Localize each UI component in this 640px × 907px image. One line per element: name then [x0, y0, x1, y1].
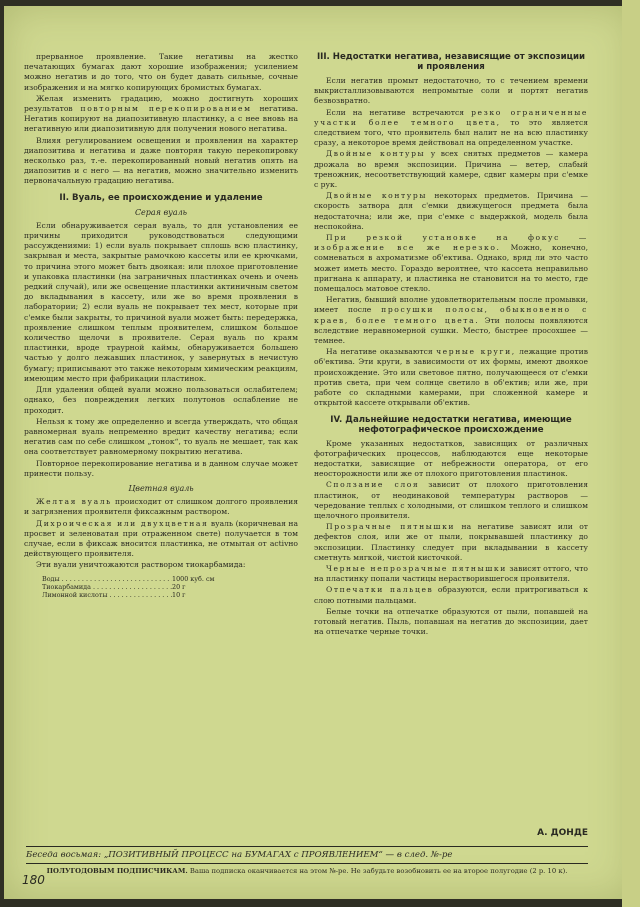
paragraph: Если негатив промыт недостаточно, то с течением времени выкристаллизовываются непромытые соли и портят негатив безвозвратно. [314, 76, 588, 106]
formula-row: Воды . . . 1000 куб. см [42, 575, 298, 583]
paragraph: Желтая вуаль происходит от слишком долгого проявления и загрязнения проявителя фиксажным раствором. [24, 497, 298, 517]
formula-row: Лимонной кислоты . . . 10 г [42, 591, 298, 599]
paragraph: Отпечатки пальцев образуются, если притрогиваться к слою потными пальцами. [314, 585, 588, 605]
paragraph: Для удаления общей вуали можно пользоваться ослабителем; однако, без повреждения легких полутонов ослабление не проходит. [24, 385, 298, 415]
paragraph: Если на негативе встречаются резко ограниченные участки более темного цвета, то это является следствием того, что проявитель был налит не на всю пластинку сразу, а некоторое время действовал на определенном участке. [314, 107, 589, 148]
paragraph: Если обнаруживается серая вуаль, то для установления ее причины приходится руководствоваться следующими рассуждениями: 1) если вуаль покрывает сплошь всю пластинку, закрывая и места, закрытые рамочкою кассеты или ее крючками, то причина этого может быть двоякая: или плохое приготовление и упаковка пластинки (на заграничных пластинках очень и очень редкий случай), или же освещение пластинки актиничным светом до вкладывания в кассету, или же во время проявления в лаборатории; 2) если вуаль не покрывает тех мест, которые при с'емке были закрыты, то причиной вуали может быть: передержка, проявление слишком теплым проявителем, слишком большое количество щелочи в проявителе. Серая вуаль по краям пластинки, вроде траурной каймы, обнаруживается большею частью у долго лежавших пластинок, у завернутых в нечистую бумагу; приписывают это также некоторым химическим реакциям, имеющим место при фабрикации пластинок. [24, 220, 298, 383]
paragraph: Дихроическая или двухцветная вуаль (коричневая на просвет и зеленоватая при отраженном свете) получается в том случае, если в фиксаж вносится пластинка, не отмытая от activно действующего проявителя. [24, 518, 298, 559]
paragraph: прерванное проявление. Такие негативы на жестко печатающих бумагах дают хорошие изображения; усилением можно негатив и до того, что он будет давать сильные, сочные изображения и на мягко копирующих бромистых бумагах. [24, 52, 298, 92]
paragraph: Повторное перекопирование негатива и в данном случае может принести пользу. [24, 458, 298, 478]
paragraph: Негатив, бывший вполне удовлетворительным после промывки, имеет после просушки полосы, обыкновенно с краев, более темного цвета. Эти полосы появляются вследствие неравномерной сушки. Место, быстрее просохшее — темнее. [314, 295, 588, 346]
section-heading: II. Вуаль, ее происхождение и удаление [59, 192, 263, 203]
paragraph: Желая изменить градацию, можно достигнуть хороших результатов повторным перекопированием негатива. Негатив копируют на диапозитивную пластинку, а с нее вновь на негативную или диапозитивную для получения нового негатива. [24, 93, 298, 134]
scan-edge [622, 0, 640, 907]
paragraph: Черные непрозрачные пятнышки зависят оттого, что на пластинку попали частицы нерастворившегося проявителя. [314, 563, 588, 584]
subheading-color-veil: Цветная вуаль [128, 483, 194, 493]
author-signature: А. ДОНДЕ [537, 828, 588, 838]
paragraph: Сползание слоя зависит от плохого приготовления пластинок, от неодинаковой температуры растворов — чередование теплых с холодными, от слишком теплого и слишком щелочного проявителя. [314, 480, 589, 520]
paragraph: При резкой установке на фокус — изображение все же нерезко. Можно, конечно, сомневаться в ахроматизме об'ектива. Однако, вряд ли это часто может иметь место. Гораздо вероятнее, что кассета неправильно пригнана к аппарату, и пластинка не становится на то место, где помещалось матовое стекло. [314, 233, 588, 294]
paragraph: Кроме указанных недостатков, зависящих от различных фотографических процессов, наблюдаются еще некоторые недостатки, зависящие от небрежности оператора, от его неосторожности или же от плохого приготовления пластинок. [314, 438, 588, 479]
paragraph: Нельзя к тому же определенно и всегда утверждать, что общая равномерная вуаль непременно вредит качеству негатива; если негатив сам по себе слишком „тонок“, то вуаль не мешает, так как она соответствует равномерному покрытию негатива. [24, 416, 298, 457]
divider [26, 863, 588, 864]
paragraph: Двойные контуры у всех снятых предметов — камера дрожала во время экспозиции. Причина — ветер, слабый треножник, несоответствующий камере, сдвиг камеры при с'емке с рук. [314, 149, 588, 190]
divider [26, 846, 588, 847]
left-column [24, 52, 298, 599]
paragraph: Двойные контуры некоторых предметов. Причина — скорость затвора для с'емки движущегося предмета была недостаточна; или же, при с'емке с выдержкой, модель была неспокойна. [314, 191, 588, 231]
subheading-gray-veil: Серая вуаль [134, 207, 188, 217]
section-heading: III. Недостатки негатива, независящие от экспозиции и проявления [316, 52, 586, 72]
paragraph: Эти вуали уничтожаются раствором тиокарбамида: [36, 560, 246, 570]
right-column [314, 52, 588, 638]
section-heading: IV. Дальнейшие недостатки негатива, имеющие нефотографическое происхождение [330, 414, 572, 435]
formula-table [42, 575, 298, 599]
paragraph: На негативе оказываются черные круги, лежащие против об'ектива. Эти круги, в зависимости от их формы, имеют двоякое происхождение. Это или световое пятно, получающееся от с'емки против света, при чем солнце светило в об'ектив; или же, при работе со складными камерами, при сложенной камере и открытой кассете открывали об'ектив. [314, 347, 588, 408]
paragraph: Влияя регулированием освещения и проявления на характер диапозитива и негатива и даже повторяя такую перекопировку несколько раз, т.-е. перекопированный новый негатив опять на диапозитив и с него — на негатив, можно значительно изменить первоначальную градацию негатива. [24, 135, 298, 186]
subscription-notice: ПОЛУГОДОВЫМ ПОДПИСЧИКАМ. Ваша подписка оканчивается на этом №-ре. Не забудьте возобновить ее на второе полугодие (2 р. 10 к). [46, 867, 568, 875]
next-issue-banner: Беседа восьмая: „ПОЗИТИВНЫЙ ПРОЦЕСС на БУМАГАХ с ПРОЯВЛЕНИЕМ“ — в след. №-ре [26, 850, 453, 860]
paragraph: Белые точки на отпечатке образуются от пыли, попавшей на готовый негатив. Пыль, попавшая на негатив до экспозиции, дает на отпечатке черные точки. [314, 606, 588, 637]
page-number: 180 [22, 873, 45, 887]
formula-row: Тиокарбамида . . . 20 г [42, 583, 298, 591]
paragraph: Прозрачные пятнышки на негативе зависят или от дефектов слоя, или же от пыли, покрывавшей пластинку до экспозиции. Пластинку следует при вкладывании в кассету сметнуть мягкой, чистой кисточкой. [314, 522, 588, 562]
